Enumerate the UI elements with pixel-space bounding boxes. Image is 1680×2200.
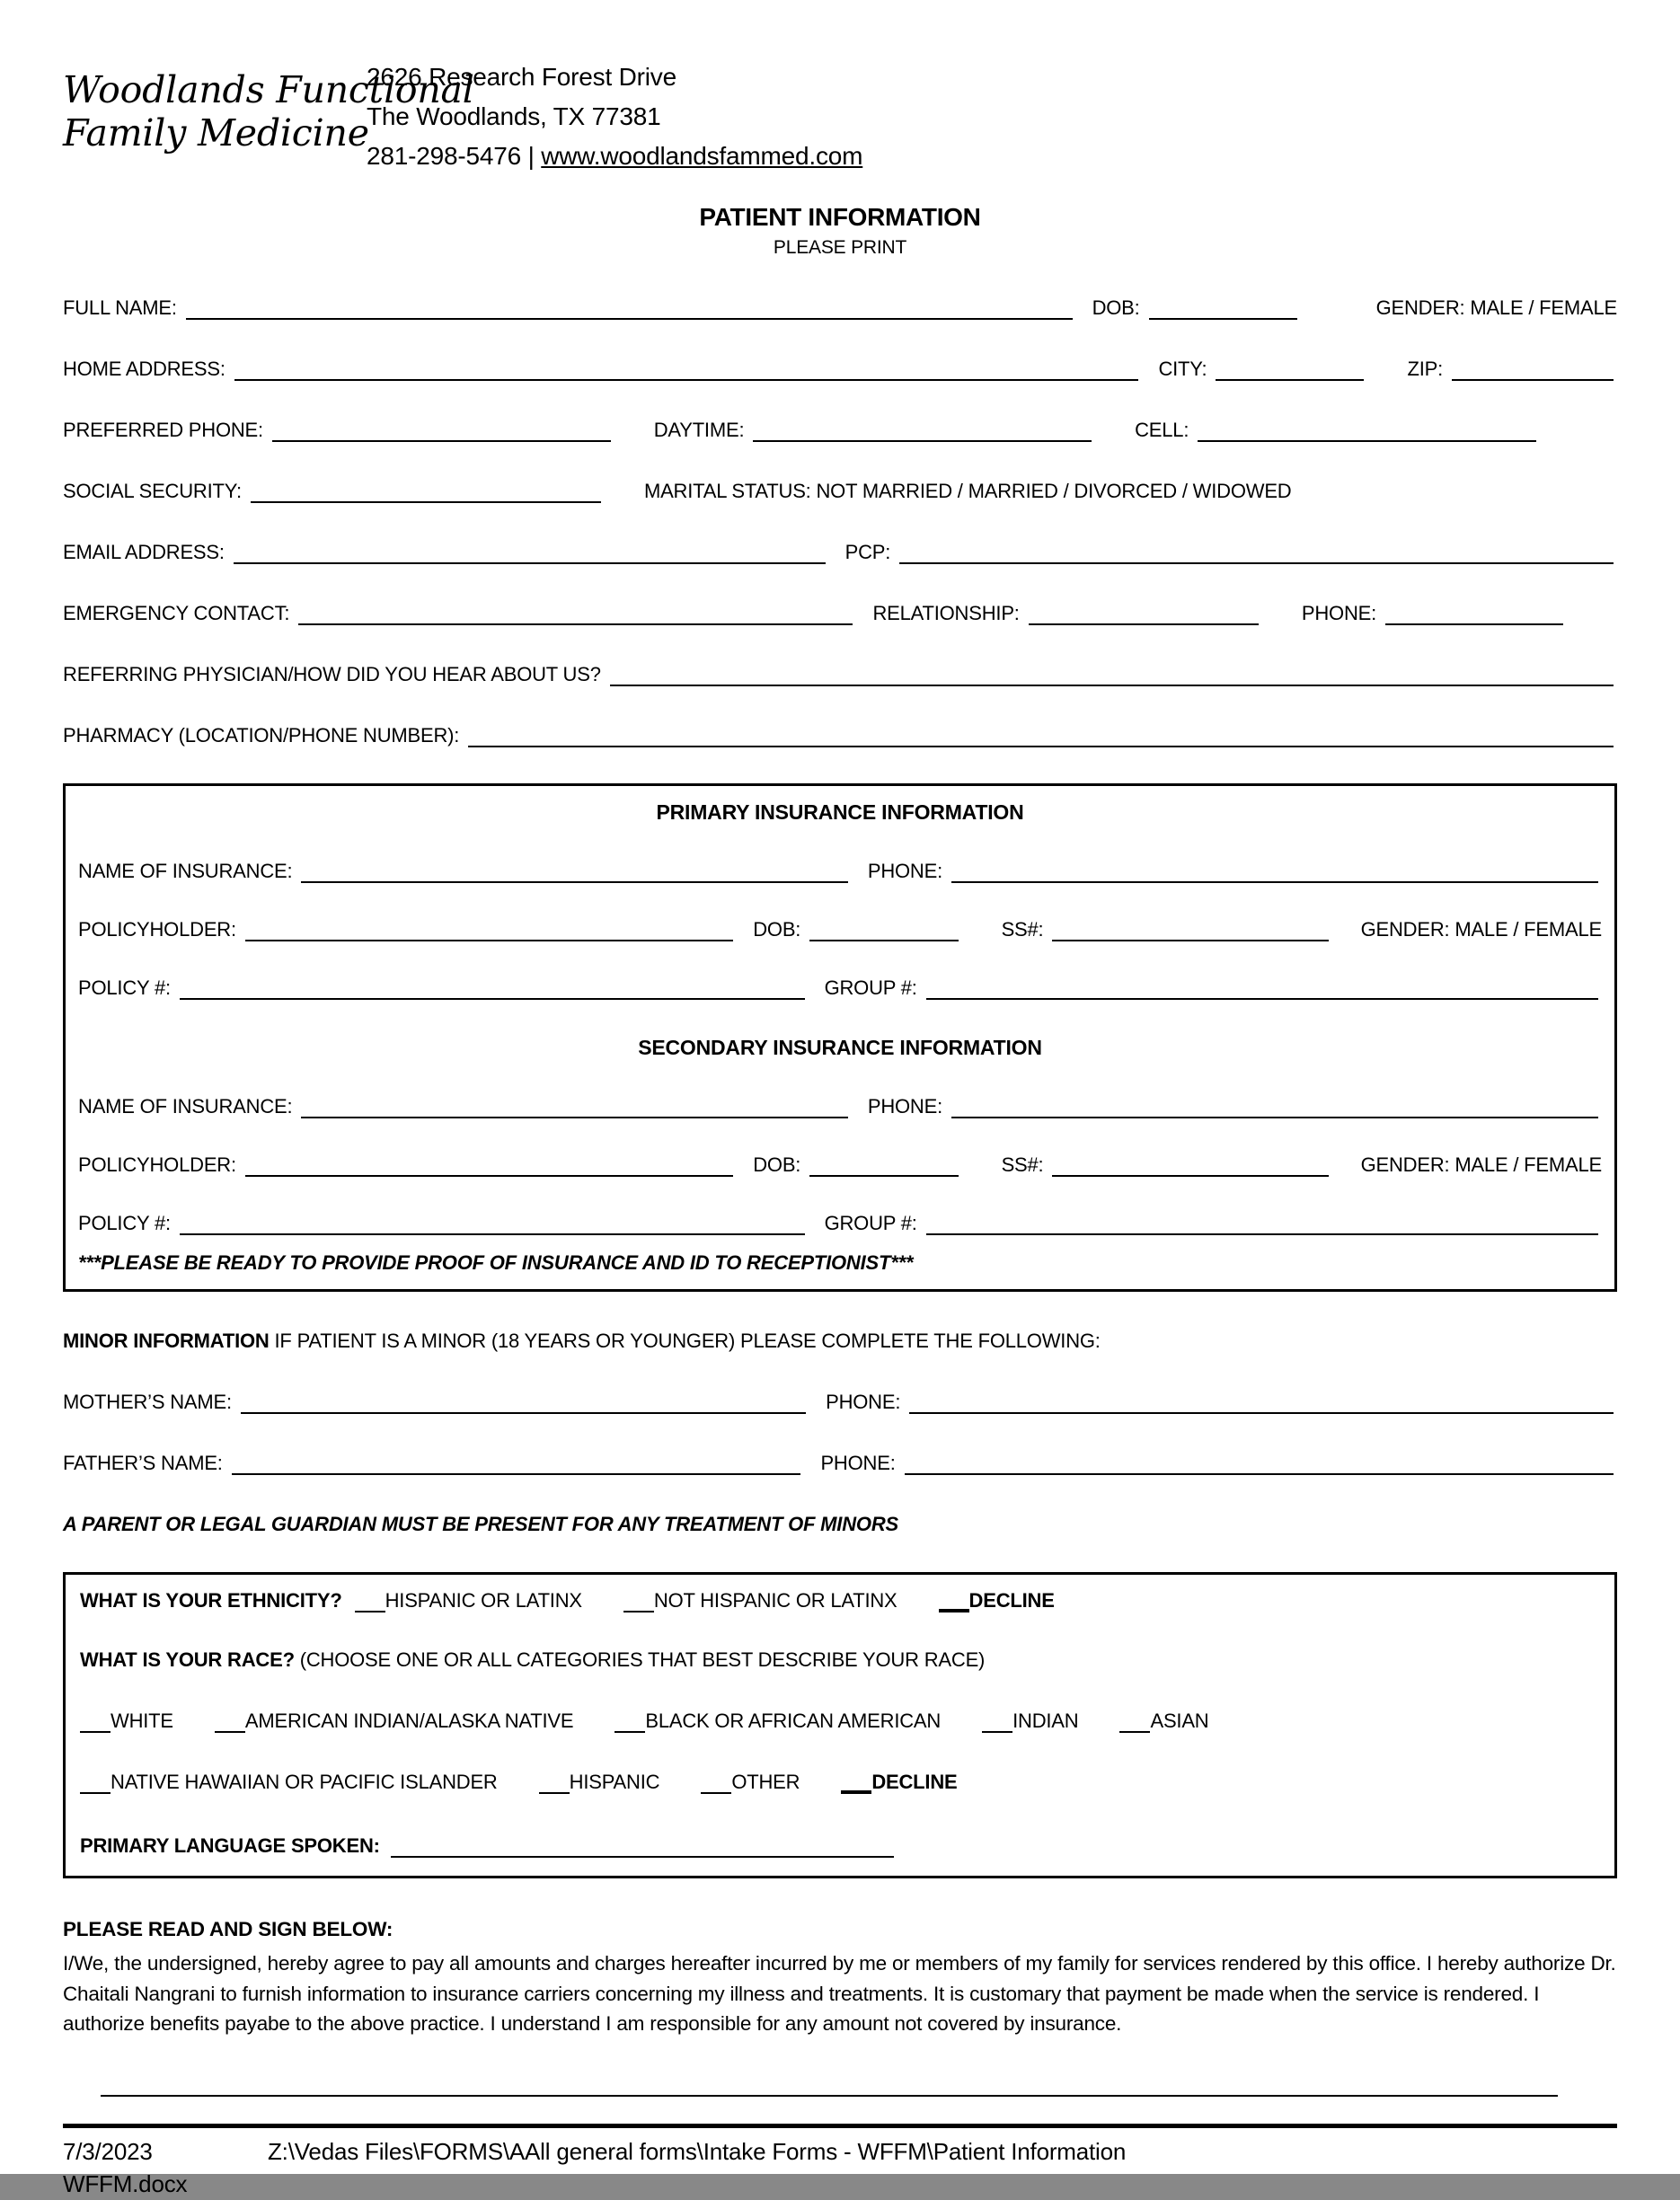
preferred-phone-label: PREFERRED PHONE:	[63, 419, 263, 441]
secondary-group-num-label: GROUP #:	[824, 1212, 917, 1234]
practice-logo	[63, 68, 474, 155]
mother-name-label: MOTHER’S NAME:	[63, 1391, 232, 1413]
race-indian-option: INDIAN	[1012, 1710, 1079, 1732]
father-phone-blank[interactable]	[905, 1451, 1614, 1475]
row-father	[63, 1451, 1617, 1475]
minor-info-section	[63, 1330, 1617, 1536]
row-home-address	[63, 357, 1617, 381]
secondary-insurance-title: SECONDARY INSURANCE INFORMATION	[638, 1036, 1042, 1059]
secondary-policyholder-blank[interactable]	[245, 1153, 733, 1177]
race-decline-option: DECLINE	[871, 1771, 958, 1793]
preferred-phone-blank[interactable]	[272, 418, 611, 442]
primary-policyholder-blank[interactable]	[245, 917, 733, 941]
practice-address-line1: 2626 Research Forest Drive	[367, 63, 676, 91]
row-phones	[63, 418, 1617, 442]
primary-group-num-label: GROUP #:	[824, 976, 917, 999]
sign-heading: PLEASE READ AND SIGN BELOW:	[63, 1918, 393, 1940]
row-language	[80, 1833, 1600, 1858]
row-race-1	[80, 1710, 1600, 1733]
race-other-blank[interactable]	[701, 1772, 731, 1794]
row-emergency	[63, 601, 1617, 625]
pharmacy-blank[interactable]	[468, 723, 1614, 747]
race-question-line	[80, 1648, 1600, 1672]
primary-dob-blank[interactable]	[809, 917, 958, 941]
primary-language-label: PRIMARY LANGUAGE SPOKEN:	[80, 1834, 380, 1857]
secondary-policy-num-label: POLICY #:	[78, 1212, 171, 1234]
primary-ssn-blank[interactable]	[1052, 917, 1328, 941]
row-referring	[63, 662, 1617, 686]
relationship-label: RELATIONSHIP:	[872, 602, 1020, 624]
primary-insurance-name-blank[interactable]	[301, 859, 847, 883]
primary-policy-num-blank[interactable]	[180, 976, 805, 1000]
race-question: WHAT IS YOUR RACE?	[80, 1648, 295, 1671]
header	[63, 56, 1617, 176]
footer	[63, 2135, 1617, 2168]
pcp-blank[interactable]	[899, 540, 1614, 564]
emergency-phone-blank[interactable]	[1385, 601, 1563, 625]
race-hispanic-option: HISPANIC	[569, 1771, 660, 1793]
footer-file-path-line2: WFFM.docx	[63, 2169, 188, 2197]
secondary-insurance-name-label: NAME OF INSURANCE:	[78, 1095, 293, 1118]
gender-options: GENDER: MALE / FEMALE	[1375, 296, 1617, 319]
referring-physician-blank[interactable]	[610, 662, 1614, 686]
pharmacy-label: PHARMACY (LOCATION/PHONE NUMBER):	[63, 724, 460, 747]
footer-divider	[63, 2124, 1617, 2128]
email-address-blank[interactable]	[234, 540, 826, 564]
signature-section	[63, 1918, 1617, 2097]
primary-insurance-phone-label: PHONE:	[867, 860, 943, 882]
secondary-dob-label: DOB:	[753, 1153, 801, 1176]
logo-line-2: Family Medicine	[63, 111, 369, 155]
mother-phone-label: PHONE:	[826, 1391, 901, 1413]
practice-phone: 281-298-5476	[367, 142, 521, 170]
row-ethnicity	[80, 1589, 1600, 1612]
race-question-note: (CHOOSE ONE OR ALL CATEGORIES THAT BEST DESCRIBE YOUR RACE)	[294, 1648, 986, 1671]
secondary-insurance-name-blank[interactable]	[301, 1094, 847, 1118]
primary-gender-options: GENDER: MALE / FEMALE	[1360, 918, 1602, 941]
secondary-policy-num-blank[interactable]	[180, 1211, 805, 1235]
sign-agreement-text: I/We, the undersigned, hereby agree to pay all amounts and charges hereafter incurred by me or members of my family for services rendered by this office. I hereby authorize Dr. Chaitali Nangrani to furnish information to insurance carriers concerning my illness and treatments. It is customary that payment be made when the service is rendered. I authorize benefits payabe to the above practice. I understand I am responsible for any amount not covered by insurance.	[63, 1952, 1616, 2035]
father-phone-label: PHONE:	[820, 1452, 896, 1474]
social-security-label: SOCIAL SECURITY:	[63, 480, 242, 502]
row-secondary-insurance-name	[78, 1094, 1602, 1118]
primary-policy-num-label: POLICY #:	[78, 976, 171, 999]
page-title: PATIENT INFORMATION	[699, 203, 981, 231]
ethnicity-hispanic-option: HISPANIC OR LATINX	[385, 1589, 582, 1612]
secondary-insurance-phone-label: PHONE:	[867, 1095, 943, 1118]
ethnicity-decline-blank[interactable]	[939, 1591, 969, 1612]
cell-label: CELL:	[1135, 419, 1189, 441]
row-ssn-marital	[63, 479, 1617, 503]
primary-group-num-blank[interactable]	[926, 976, 1598, 1000]
primary-policyholder-label: POLICYHOLDER:	[78, 918, 236, 941]
email-address-label: EMAIL ADDRESS:	[63, 541, 225, 563]
insurance-box	[63, 783, 1617, 1292]
signature-blank[interactable]	[101, 2095, 1558, 2097]
secondary-ssn-label: SS#:	[1001, 1153, 1044, 1176]
row-secondary-policy	[78, 1211, 1602, 1235]
primary-dob-label: DOB:	[753, 918, 801, 941]
pcp-label: PCP:	[844, 541, 891, 563]
minor-info-heading	[63, 1330, 1617, 1353]
race-american-indian-option: AMERICAN INDIAN/ALASKA NATIVE	[244, 1710, 574, 1732]
city-label: CITY:	[1158, 358, 1207, 380]
race-american-indian-blank[interactable]	[215, 1711, 245, 1733]
father-name-blank[interactable]	[232, 1451, 801, 1475]
title-block	[63, 203, 1617, 259]
ethnicity-hispanic-blank[interactable]	[355, 1591, 385, 1612]
row-primary-policy	[78, 976, 1602, 1000]
relationship-blank[interactable]	[1029, 601, 1259, 625]
footer-date: 7/3/2023	[63, 2137, 153, 2165]
row-race-2	[80, 1771, 1600, 1794]
demographics-box	[63, 1572, 1617, 1878]
zip-label: ZIP:	[1407, 358, 1443, 380]
minor-info-heading-rest: IF PATIENT IS A MINOR (18 YEARS OR YOUNGER) PLEASE COMPLETE THE FOLLOWING:	[269, 1330, 1101, 1352]
full-name-label: FULL NAME:	[63, 296, 177, 319]
row-primary-insurance-name	[78, 859, 1602, 883]
phone-label: PHONE:	[1301, 602, 1377, 624]
race-native-hawaiian-blank[interactable]	[80, 1772, 111, 1794]
cell-blank[interactable]	[1198, 418, 1536, 442]
practice-contact-block	[367, 57, 862, 176]
ethnicity-not-hispanic-blank[interactable]	[623, 1591, 654, 1612]
race-asian-blank[interactable]	[1119, 1711, 1150, 1733]
primary-insurance-title: PRIMARY INSURANCE INFORMATION	[656, 800, 1024, 824]
secondary-group-num-blank[interactable]	[926, 1211, 1598, 1235]
race-native-hawaiian-option: NATIVE HAWAIIAN OR PACIFIC ISLANDER	[111, 1771, 498, 1793]
secondary-dob-blank[interactable]	[809, 1153, 958, 1177]
race-other-option: OTHER	[731, 1771, 800, 1793]
mother-name-blank[interactable]	[241, 1390, 806, 1414]
ethnicity-decline-option: DECLINE	[968, 1589, 1055, 1612]
practice-website-link[interactable]: www.woodlandsfammed.com	[541, 142, 863, 170]
daytime-blank[interactable]	[753, 418, 1092, 442]
separator: |	[527, 142, 535, 170]
mother-phone-blank[interactable]	[909, 1390, 1614, 1414]
logo-line-1: Woodlands Functional	[63, 68, 474, 111]
ethnicity-not-hispanic-option: NOT HISPANIC OR LATINX	[653, 1589, 897, 1612]
full-name-blank[interactable]	[186, 296, 1073, 320]
home-address-label: HOME ADDRESS:	[63, 358, 225, 380]
secondary-policyholder-label: POLICYHOLDER:	[78, 1153, 236, 1176]
secondary-gender-options: GENDER: MALE / FEMALE	[1360, 1153, 1602, 1176]
row-mother	[63, 1390, 1617, 1414]
dob-blank[interactable]	[1149, 296, 1297, 320]
race-decline-blank[interactable]	[841, 1772, 871, 1794]
daytime-label: DAYTIME:	[653, 419, 745, 441]
race-indian-blank[interactable]	[982, 1711, 1012, 1733]
referring-physician-label: REFERRING PHYSICIAN/HOW DID YOU HEAR ABOUT US?	[63, 663, 601, 685]
secondary-ssn-blank[interactable]	[1052, 1153, 1328, 1177]
primary-insurance-phone-blank[interactable]	[951, 859, 1598, 883]
row-pharmacy	[63, 723, 1617, 747]
social-security-blank[interactable]	[251, 479, 601, 503]
row-email-pcp	[63, 540, 1617, 564]
practice-phone-web-line	[367, 137, 862, 176]
home-address-blank[interactable]	[234, 357, 1139, 381]
insurance-proof-notice: ***PLEASE BE READY TO PROVIDE PROOF OF INSURANCE AND ID TO RECEPTIONIST***	[78, 1251, 914, 1274]
minor-info-heading-bold: MINOR INFORMATION	[63, 1330, 270, 1352]
row-secondary-policyholder	[78, 1153, 1602, 1177]
race-black-option: BLACK OR AFRICAN AMERICAN	[645, 1710, 942, 1732]
primary-language-blank[interactable]	[391, 1833, 894, 1858]
race-black-blank[interactable]	[615, 1711, 645, 1733]
row-primary-policyholder	[78, 917, 1602, 941]
race-white-option: WHITE	[111, 1710, 173, 1732]
marital-status-options: MARITAL STATUS: NOT MARRIED / MARRIED / DIVORCED / WIDOWED	[643, 480, 1292, 502]
race-hispanic-blank[interactable]	[539, 1772, 570, 1794]
zip-blank[interactable]	[1452, 357, 1614, 381]
emergency-contact-label: EMERGENCY CONTACT:	[63, 602, 290, 624]
race-white-blank[interactable]	[80, 1711, 111, 1733]
practice-address-line2: The Woodlands, TX 77381	[367, 102, 661, 130]
primary-insurance-name-label: NAME OF INSURANCE:	[78, 860, 293, 882]
ethnicity-question: WHAT IS YOUR ETHNICITY?	[80, 1589, 342, 1612]
patient-info-section	[63, 296, 1617, 747]
footer-file-path: Z:\Vedas Files\FORMS\AAll general forms\Intake Forms - WFFM\Patient Information	[268, 2137, 1127, 2165]
race-asian-option: ASIAN	[1150, 1710, 1209, 1732]
secondary-insurance-phone-blank[interactable]	[951, 1094, 1598, 1118]
row-full-name	[63, 296, 1617, 320]
father-name-label: FATHER’S NAME:	[63, 1452, 223, 1474]
page-subtitle: PLEASE PRINT	[773, 237, 907, 258]
city-blank[interactable]	[1216, 357, 1364, 381]
primary-ssn-label: SS#:	[1001, 918, 1044, 941]
guardian-notice: A PARENT OR LEGAL GUARDIAN MUST BE PRESENT FOR ANY TREATMENT OF MINORS	[63, 1513, 898, 1535]
dob-label: DOB:	[1092, 296, 1140, 319]
emergency-contact-blank[interactable]	[298, 601, 853, 625]
